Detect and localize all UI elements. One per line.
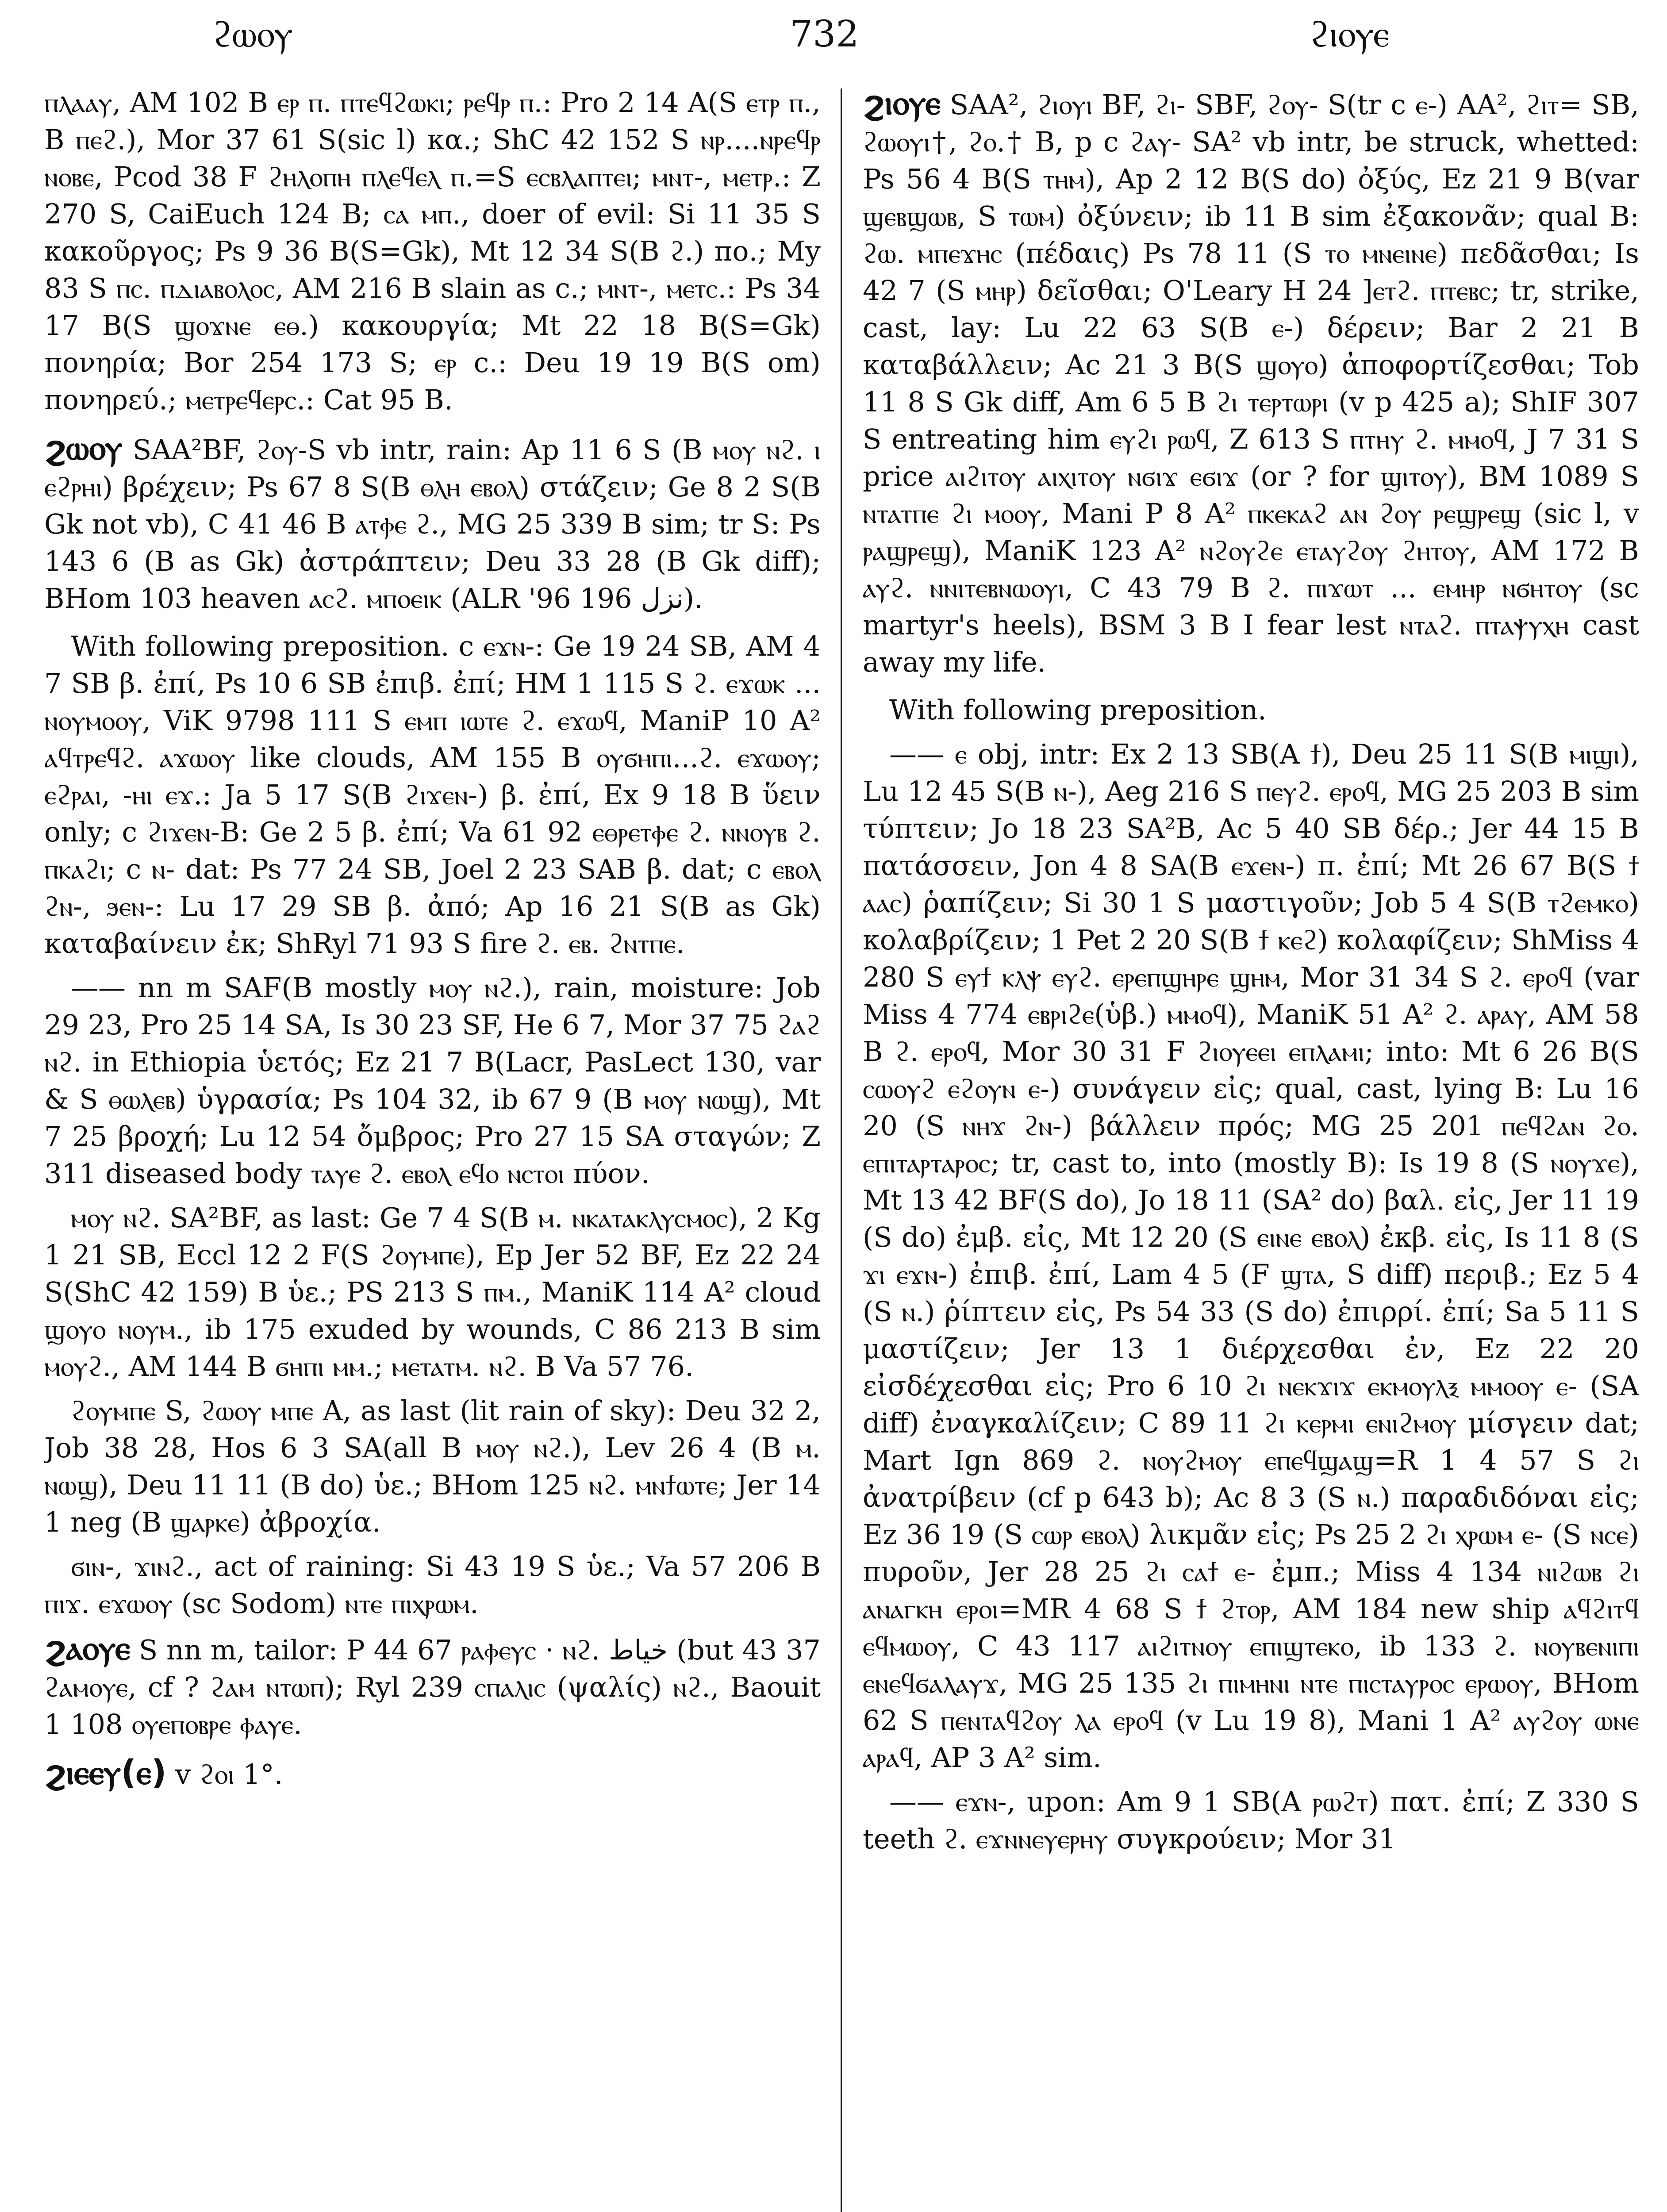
entry-text: v ϩⲟⲓ 1°. (166, 1758, 283, 1790)
entry-subsection: —— ⲉ obj, intr: Ex 2 13 SB(A ϯ), Deu 25 11 S(B ⲙⲓϣⲓ), Lu 12 45 S(B ⲛ-), Aeg 216 S ⲡⲉⲩϩ. ⲉⲣⲟϥ, MG 25 203 B sim τύπτειν; Jo 18 23 SA²B, Ac 5 40 SB δέρ.; Jer 44 15 B πατάσσειν, Jon 4 8 SA(B ⲉϫⲉⲛ-) π. ἐπί; Mt 26 67 B(S ϯ ⲁⲁⲥ) ῥαπίζειν; Si 30 1 S μαστιγοῦν; Job 5 4 S(B ⲧϩⲉⲙⲕⲟ) κολαβρίζειν; 1 Pet 2 20 S(B ϯ ⲕⲉϩ) κολαφίζειν; ShMiss 4 280 S ⲉⲩϯ ⲕⲗⲯ ⲉⲩϩ. ⲉⲣⲉⲡϣⲏⲣⲉ ϣⲏⲙ, Mor 31 34 S ϩ. ⲉⲣⲟϥ (var Miss 4 774 ⲉⲃⲣⲓϩⲉ(ὑβ.) ⲙⲙⲟϥ), ManiK 51 A² ϩ. ⲁⲣⲁⲩ, AM 58 B ϩ. ⲉⲣⲟϥ, Mor 30 31 F ϩⲓⲟⲩⲉⲉⲓ ⲉⲡⲗⲁⲙⲓ; into: Mt 6 26 B(S ⲥⲱⲟⲩϩ ⲉϩⲟⲩⲛ ⲉ-) συνάγειν εἰς; qual, cast, lying B: Lu 16 20 (S ⲛⲏϫ ϩⲛ-) βάλλειν πρός; MG 25 201 ⲡⲉϥϩⲁⲛ ϩⲟ. ⲉⲡⲓⲧⲁⲣⲧⲁⲣⲟⲥ; tr, cast to, into (mostly B): Is 19 8 (S ⲛⲟⲩϫⲉ), Mt 13 42 BF(S do), Jo 18 11 (SA² do) βαλ. εἰς, Jer 11 19 (S do) ἐμβ. εἰς, Mt 12 20 (S ⲉⲓⲛⲉ ⲉⲃⲟⲗ) ἐκβ. εἰς, Is 11 8 (S ϫⲓ ⲉϫⲛ-) ἐπιβ. ἐπί, Lam 4 5 (F ϣⲧⲁ, S diff) περιβ.; Ez 5 4 (S ⲛ.) ῥίπτειν εἰς, Ps 54 33 (S do) ἐπιρρί. ἐπί; Sa 5 11 S μαστίζειν; Jer 13 1 διέρχεσθαι ἐν, Ez 22 20 εἰσδέχεσθαι εἰς; Pro 6 10 ϩⲓ ⲛⲉⲕϫⲓϫ ⲉⲕⲙⲟⲩⲗⲝ ⲙⲙⲟⲟⲩ ⲉ- (SA diff) ἐναγκαλίζειν; C 89 11 ϩⲓ ⲕⲉⲣⲙⲓ ⲉⲛⲓϩⲙⲟⲩ μίσγειν dat; Mart Ign 869 ϩ. ⲛⲟⲩϩⲙⲟⲩ ⲉⲡⲉϥϣⲁϣ=R 1 4 57 S ϩⲓ ἀνατρίβειν (cf p 643 b); Ac 8 3 (S ⲛ.) παραδιδόναι εἰς; Ez 36 19 (S ⲥⲱⲣ ⲉⲃⲟⲗ) λικμᾶν εἰς; Ps 25 2 ϩⲓ ⲭⲣⲱⲙ ⲉ- (S ⲛⲥⲉ) πυροῦν, Jer 28 25 ϩⲓ ⲥⲁϯ ⲉ- ἐμπ.; Miss 4 134 ⲛⲓϩⲱⲃ ϩⲓ ⲁⲛⲁⲅⲕⲏ ⲉⲣⲟⲓ=MR 4 68 S ϯ ϩⲧⲟⲣ, AM 184 new ship ⲁϥϩⲓⲧϥ ⲉϥⲙⲱⲟⲩ, C 43 117 ⲁⲓϩⲓⲧⲛⲟⲩ ⲉⲡⲓϣⲧⲉⲕⲟ, ib 133 ϩ. ⲛⲟⲩⲃⲉⲛⲓⲡⲓ ⲉⲛⲉϥϭⲁⲗⲁⲩϫ, MG 25 135 ϩⲓ ⲡⲓⲙⲏⲛⲓ ⲛⲧⲉ ⲡⲓⲥⲧⲁⲩⲣⲟⲥ ⲉⲣⲱⲟⲩ, BHom 62 S ⲡⲉⲛⲧⲁϥϩⲟⲩ ⲗⲁ ⲉⲣⲟϥ (v Lu 19 8), Mani 1 A² ⲁⲩϩⲟⲩ ⲱⲛⲉ ⲁⲣⲁϥ, AP 3 A² sim. (863, 738, 1639, 1774)
dictionary-entry (44, 1754, 821, 1793)
entry-text: SAA², ϩⲓⲟⲩⲓ BF, ϩⲓ- SBF, ϩⲟⲩ- S(tr c ⲉ-) AA², ϩⲓⲧ= SB, ϩⲱⲟⲩⲓ†, ϩⲟ.† B, p c ϩⲁⲩ- SA² vb intr, be struck, whetted: Ps 56 4 B(S ⲧⲏⲙ), Ap 2 12 B(S do) ὀξύς, Ez 21 9 B(var ϣⲉⲃϣⲱⲃ, S ⲧⲱⲙ) ὀξύνειν; ib 11 B sim ἐξακονᾶν; qual B: ϩⲱ. ⲙⲡⲉϫⲏⲥ (πέδαις) Ps 78 11 (S ⲧⲟ ⲙⲛⲉⲓⲛⲉ) πεδᾶσθαι; Is 42 7 (S ⲙⲏⲣ) δεῖσθαι; O'Leary H 24 ]ⲉⲧϩ. ⲡⲧⲉⲃⲥ; tr, strike, cast, lay: Lu 22 63 S(B ⲉ-) δέρειν; Bar 2 21 B καταβάλλειν; Ac 21 3 B(S ϣⲟⲩⲟ) ἀποφορτίζεσθαι; Tob 11 8 S Gk diff, Am 6 5 B ϩⲓ ⲧⲉⲣⲧⲱⲣⲓ (v p 425 a); ShIF 307 S entreating him ⲉⲩϩⲓ ⲣⲱϥ, Z 613 S ⲡⲧⲏⲩ ϩ. ⲙⲙⲟϥ, J 7 31 S price ⲁⲓϩⲓⲧⲟⲩ ⲁⲓⲭⲓⲧⲟⲩ ⲛϭⲓϫ ⲉϭⲓϫ (or ? for ϣⲓⲧⲟⲩ), BM 1089 S ⲛⲧⲁⲧⲡⲉ ϩⲓ ⲙⲟⲟⲩ, Mani P 8 A² ⲡⲕⲉⲕⲁϩ ⲁⲛ ϩⲟⲩ ⲣⲉϣⲣⲉϣ (sic l, v ⲣⲁϣⲣⲉϣ), ManiK 123 A² ⲛϩⲟⲩϩⲉ ⲉⲧⲁⲩϩⲟⲩ ϩⲏⲧⲟⲩ, AM 172 B ⲁⲩϩ. ⲛⲛⲓⲧⲉⲃⲛⲱⲟⲩⲓ, C 43 79 B ϩ. ⲡⲓϫⲱⲧ ... ⲉⲙⲏⲣ ⲛϭⲏⲧⲟⲩ (sc martyr's heels), BSM 3 B I fear lest ⲛⲧⲁϩ. ⲡⲧⲁⲯⲩⲭⲏ cast away my life. (863, 88, 1639, 678)
entry-headword: ϩⲱⲟⲩ (44, 428, 123, 467)
dictionary-entry (863, 84, 1639, 681)
entry-text: SAA²BF, ϩⲟⲩ-S vb intr, rain: Ap 11 6 S (B ⲙⲟⲩ ⲛϩ. ⲓ ⲉϩⲣⲏⲓ) βρέχειν; Ps 67 8 S(B ⲑⲗⲏ ⲉⲃⲟⲗ) στάζειν; Ge 8 2 S(B Gk not vb), C 41 46 B ⲁⲧⲫⲉ ϩ., MG 25 339 B sim; tr S: Ps 143 6 (B as Gk) ἀστράπτειν; Deu 33 28 (B Gk diff); BHom 103 heaven ⲁⲥϩ. ⲙⲡⲟⲉⲓⲕ (ALR '96 196 ﻧﺰﻝ). (44, 434, 821, 614)
entry-subsection: ϩⲟⲩⲙⲡⲉ S, ϩⲱⲟⲩ ⲙⲡⲉ A, as last (lit rain of sky): Deu 32 2, Job 38 28, Hos 6 3 SA(all B ⲙⲟⲩ ⲛϩ.), Lev 26 4 (B ⲙ. ⲛⲱϣ), Deu 11 11 (B do) ὑε.; BHom 125 ⲛϩ. ⲙⲛϯⲱⲧⲉ; Jer 14 1 neg (B ϣⲁⲣⲕⲉ) ἀβροχία. (44, 1394, 821, 1538)
entry-headword: ϩⲁⲟⲩⲉ (44, 1628, 131, 1667)
entry-subsection: ⲙⲟⲩ ⲛϩ. SA²BF, as last: Ge 7 4 S(B ⲙ. ⲛⲕⲁⲧⲁⲕⲗⲩⲥⲙⲟⲥ), 2 Kg 1 21 SB, Eccl 12 2 F(S ϩⲟⲩⲙⲡⲉ), Ep Jer 52 BF, Ez 22 24 S(ShC 42 159) B ὑε.; PS 213 S ⲡⲙ., ManiK 114 A² cloud ϣⲟⲩⲟ ⲛⲟⲩⲙ., ib 175 exuded by wounds, C 86 213 B sim ⲙⲟⲩϩ., AM 144 B ϭⲏⲡⲓ ⲙⲙ.; ⲙⲉⲧⲁⲧⲙ. ⲛϩ. B Va 57 76. (44, 1202, 821, 1382)
entry-text: S nn m, tailor: P 44 67 ⲣⲁⲫⲉⲩⲥ · ⲛϩ. ﺧﻴﺎﻁ (but 43 37 ϩⲁⲙⲟⲩⲉ, cf ? ϩⲁⲙ ⲛⲧⲱⲡ); Ryl 239 ⲥⲡⲁⲗⲓⲥ (ψαλίς) ⲛϩ., Baouit 1 108 ⲟⲩⲉⲡⲟⲃⲣⲉ ⲫⲁⲩⲉ. (44, 1634, 821, 1740)
entry-subsection: With following preposition. c ⲉϫⲛ-: Ge 19 24 SB, AM 4 7 SB β. ἐπί, Ps 10 6 SB ἐπιβ. ἐπί; HM 1 115 S ϩ. ⲉϫⲱⲕ ... ⲛⲟⲩⲙⲟⲟⲩ, ViK 9798 111 S ⲉⲙⲡ ⲓⲱⲧⲉ ϩ. ⲉϫⲱϥ, ManiP 10 A² ⲁϥⲧⲣⲉϥϩ. ⲁϫⲱⲟⲩ like clouds, AM 155 B ⲟⲩϭⲏⲡⲓ...ϩ. ⲉϫⲱⲟⲩ; ⲉϩⲣⲁⲓ, -ⲏⲓ ⲉϫ.: Ja 5 17 S(B ϩⲓϫⲉⲛ-) β. ἐπί, Ex 9 18 B ὕειν only; c ϩⲓϫⲉⲛ-B: Ge 2 5 β. ἐπί; Va 61 92 ⲉⲑⲣⲉⲧⲫⲉ ϩ. ⲛⲛⲟⲩⲃ ϩ. ⲡⲕⲁϩⲓ; c ⲛ- dat: Ps 77 24 SB, Joel 2 23 SAB β. dat; c ⲉⲃⲟⲗ ϩⲛ-, ϧⲉⲛ-: Lu 17 29 SB β. ἀπό; Ap 16 21 S(B as Gk) καταβαίνειν ἐκ; ShRyl 71 93 S fire ϩ. ⲉⲃ. ϩⲛⲧⲡⲉ. (44, 630, 821, 960)
page-header (0, 13, 1667, 62)
entry-subsection: ϭⲓⲛ-, ϫⲓⲛϩ., act of raining: Si 43 19 S ὑε.; Va 57 206 B ⲡⲓϫ. ⲉϫⲱⲟⲩ (sc Sodom) ⲛⲧⲉ ⲡⲓⲭⲣⲱⲙ. (44, 1550, 821, 1620)
dictionary-entry (44, 1629, 821, 1743)
entry-headword: ϩⲓⲟⲩⲉ (863, 84, 941, 122)
running-head-right: ϩⲓⲟⲩⲉ (1310, 13, 1390, 55)
entry-subsection: With following preposition. (889, 694, 1267, 726)
left-column (44, 84, 821, 2212)
entry-subsection: —— ⲉϫⲛ-, upon: Am 9 1 SB(A ⲣⲱϩⲧ) πατ. ἐπί; Z 330 S teeth ϩ. ⲉϫⲛⲛⲉⲩⲉⲣⲏⲩ συγκρούειν; Mor 31 (863, 1786, 1639, 1855)
entry-subsection: —— nn m SAF(B mostly ⲙⲟⲩ ⲛϩ.), rain, moisture: Job 29 23, Pro 25 14 SA, Is 30 23 SF, He 6 7, Mor 37 75 ϩⲁϩ ⲛϩ. in Ethiopia ὑετός; Ez 21 7 B(Lacr, PasLect 130, var & S ⲑⲱⲗⲉⲃ) ὑγρασία; Ps 104 32, ib 67 9 (B ⲙⲟⲩ ⲛⲱϣ), Mt 7 25 βροχή; Lu 12 54 ὄμβρος; Pro 27 15 SA σταγών; Z 311 diseased body ⲧⲁⲩⲉ ϩ. ⲉⲃⲟⲗ ⲉϥⲟ ⲛⲥⲧⲟⲓ πύον. (44, 972, 821, 1190)
right-column (863, 84, 1639, 2212)
entry-headword: ϩⲓⲉⲉⲩ(ⲉ) (44, 1752, 167, 1792)
column-divider (841, 88, 842, 2212)
dictionary-entry (44, 429, 821, 617)
entry-continuation: ⲡⲗⲁⲁⲩ, AM 102 B ⲉⲣ ⲡ. ⲡⲧⲉϥϩⲱⲕⲓ; ⲣⲉϥⲣ ⲡ.: Pro 2 14 A(S ⲉⲧⲣ ⲡ., B ⲡⲉϩ.), Mor 37 61 S(sic l) κα.; ShC 42 152 S ⲛⲣ....ⲛⲣⲉϥⲣ ⲛⲟⲃⲉ, Pcod 38 F ϩⲏⲗⲟⲡⲏ ⲡⲗⲉϥⲉⲗ ⲡ.=S ⲉⲥⲃⲗⲁⲡⲧⲉⲓ; ⲙⲛⲧ-, ⲙⲉⲧⲣ.: Z 270 S, CaiEuch 124 B; ⲥⲁ ⲙⲡ., doer of evil: Si 11 35 S κακοῦργος; Ps 9 36 B(S=Gk), Mt 12 34 S(B ϩ.) πο.; My 83 S ⲡⲥ. ⲡⲇⲓⲁⲃⲟⲗⲟⲥ, AM 216 B slain as c.; ⲙⲛⲧ-, ⲙⲉⲧⲥ.: Ps 34 17 B(S ϣⲟϫⲛⲉ ⲉⲑ.) κακουργία; Mt 22 18 B(S=Gk) πονηρία; Bor 254 173 S; ⲉⲣ c.: Deu 19 19 B(S om) πονηρεύ.; ⲙⲉⲧⲣⲉϥⲉⲣⲥ.: Cat 95 B. (44, 86, 821, 416)
running-head-left: ϩⲱⲟⲩ (212, 13, 293, 55)
page-number: 732 (790, 13, 859, 55)
